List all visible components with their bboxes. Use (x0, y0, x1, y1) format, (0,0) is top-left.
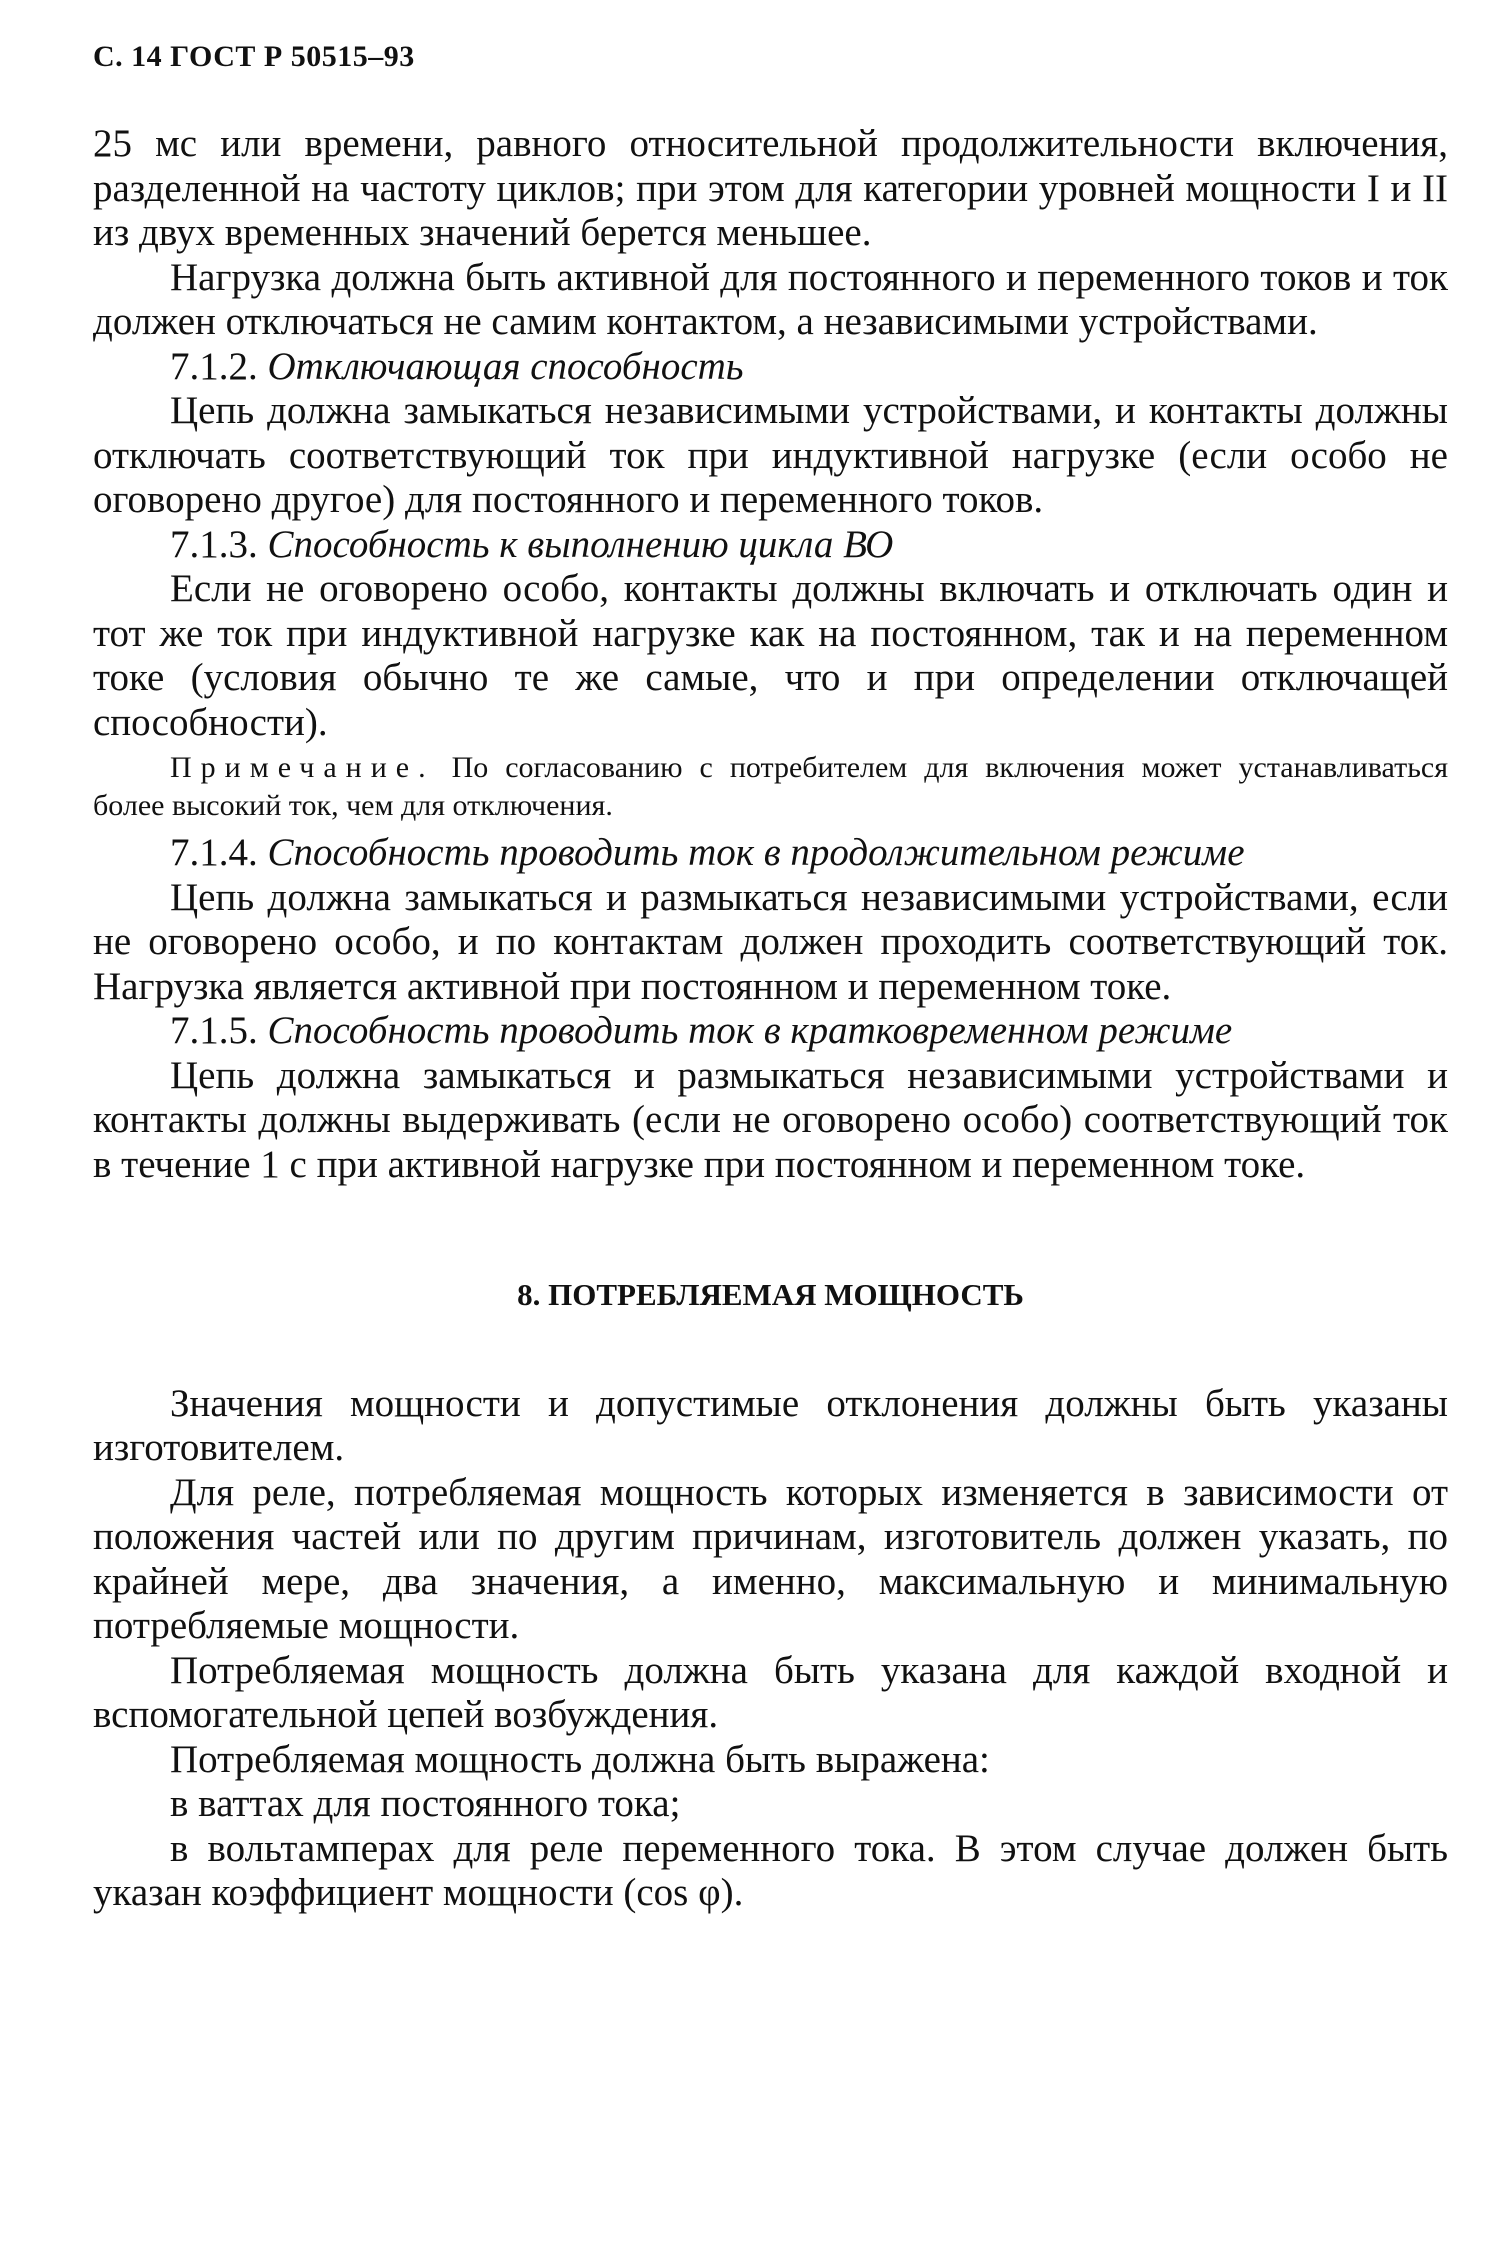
paragraph-continuous-current: Цепь должна замыкаться и размыкаться независимыми устройствами, если не оговорено особо, и по контактам должен проходить соответствующий ток. Нагрузка является активной при постоянном и переменном токе. (93, 875, 1448, 1008)
paragraph-variable-power: Для реле, потребляемая мощность которых изменяется в зависимости от положения частей или по другим причинам, изготовитель должен указать, по крайней мере, два значения, а именно, максимальную и минимальную потребляемые мощности. (93, 1470, 1448, 1647)
note-text: По согласованию с потребителем для включения может устанавливаться более высокий ток, чем для отключения. (93, 751, 1449, 822)
running-header: С. 14 ГОСТ Р 50515–93 (93, 40, 415, 73)
subsection-heading-7-1-2 (93, 345, 1448, 390)
document-page (93, 40, 1448, 1916)
paragraph-breaking-capacity: Цепь должна замыкаться независимыми устройствами, и контакты должны отключать соответствующий ток при индуктивной нагрузке (если особо не оговорено другое) для постоянного и переменного токов. (93, 389, 1448, 521)
paragraph-power-values: Значения мощности и допустимые отклонения должны быть указаны изготовителем. (93, 1381, 1448, 1469)
subsection-number: 7.1.4. (170, 831, 258, 874)
paragraph-load: Нагрузка должна быть активной для постоянного и переменного токов и ток должен отключаться не самим контактом, а независимыми устройствами. (93, 255, 1448, 343)
subsection-heading-7-1-3 (93, 523, 1448, 568)
subsection-heading-7-1-4 (93, 831, 1448, 876)
paragraph-short-time-current: Цепь должна замыкаться и размыкаться независимыми устройствами и контакты должны выдерживать (если не оговорено особо) соответствующий ток в течение 1 с при активной нагрузке при постоянном и переменном токе. (93, 1053, 1448, 1186)
subsection-title: Отключающая способность (267, 344, 744, 388)
section-7-content (93, 122, 1448, 1187)
subsection-number: 7.1.5. (170, 1009, 258, 1052)
paragraph-continuation: 25 мс или времени, равного относительной продолжительности включения, разделенной на частоту циклов; при этом для категории уровней мощности I и II из двух временных значений берется меньшее. (93, 122, 1448, 254)
subsection-heading-7-1-5 (93, 1009, 1448, 1054)
section-8-content (93, 1382, 1448, 1916)
section-8-title: 8. ПОТРЕБЛЯЕМАЯ МОЩНОСТЬ (517, 1277, 1024, 1312)
paragraph-each-circuit: Потребляемая мощность должна быть указана для каждой входной и вспомогательной цепей возбуждения. (93, 1648, 1448, 1736)
subsection-title: Способность проводить ток в продолжительном режиме (267, 831, 1245, 874)
subsection-number: 7.1.2. (170, 344, 258, 388)
paragraph-expressed: Потребляемая мощность должна быть выражена: (170, 1737, 990, 1781)
subsection-number: 7.1.3. (170, 522, 258, 566)
subsection-title: Способность проводить ток в кратковременном режиме (267, 1009, 1233, 1052)
paragraph-ac-voltamperes: в вольтамперах для реле переменного тока. В этом случае должен быть указан коэффициент мощности (cos φ). (93, 1826, 1448, 1914)
paragraph-dc-watts: в ваттах для постоянного тока; (170, 1782, 681, 1825)
note-label: Примечание. (170, 751, 435, 784)
note (93, 749, 1448, 825)
paragraph-cycle-capability: Если не оговорено особо, контакты должны включать и отключать один и тот же ток при индуктивной нагрузке как на постоянном, так и на переменном токе (условия обычно те же самые, что и при определении отключащей способности). (93, 567, 1448, 744)
subsection-title: Способность к выполнению цикла ВО (267, 522, 894, 566)
